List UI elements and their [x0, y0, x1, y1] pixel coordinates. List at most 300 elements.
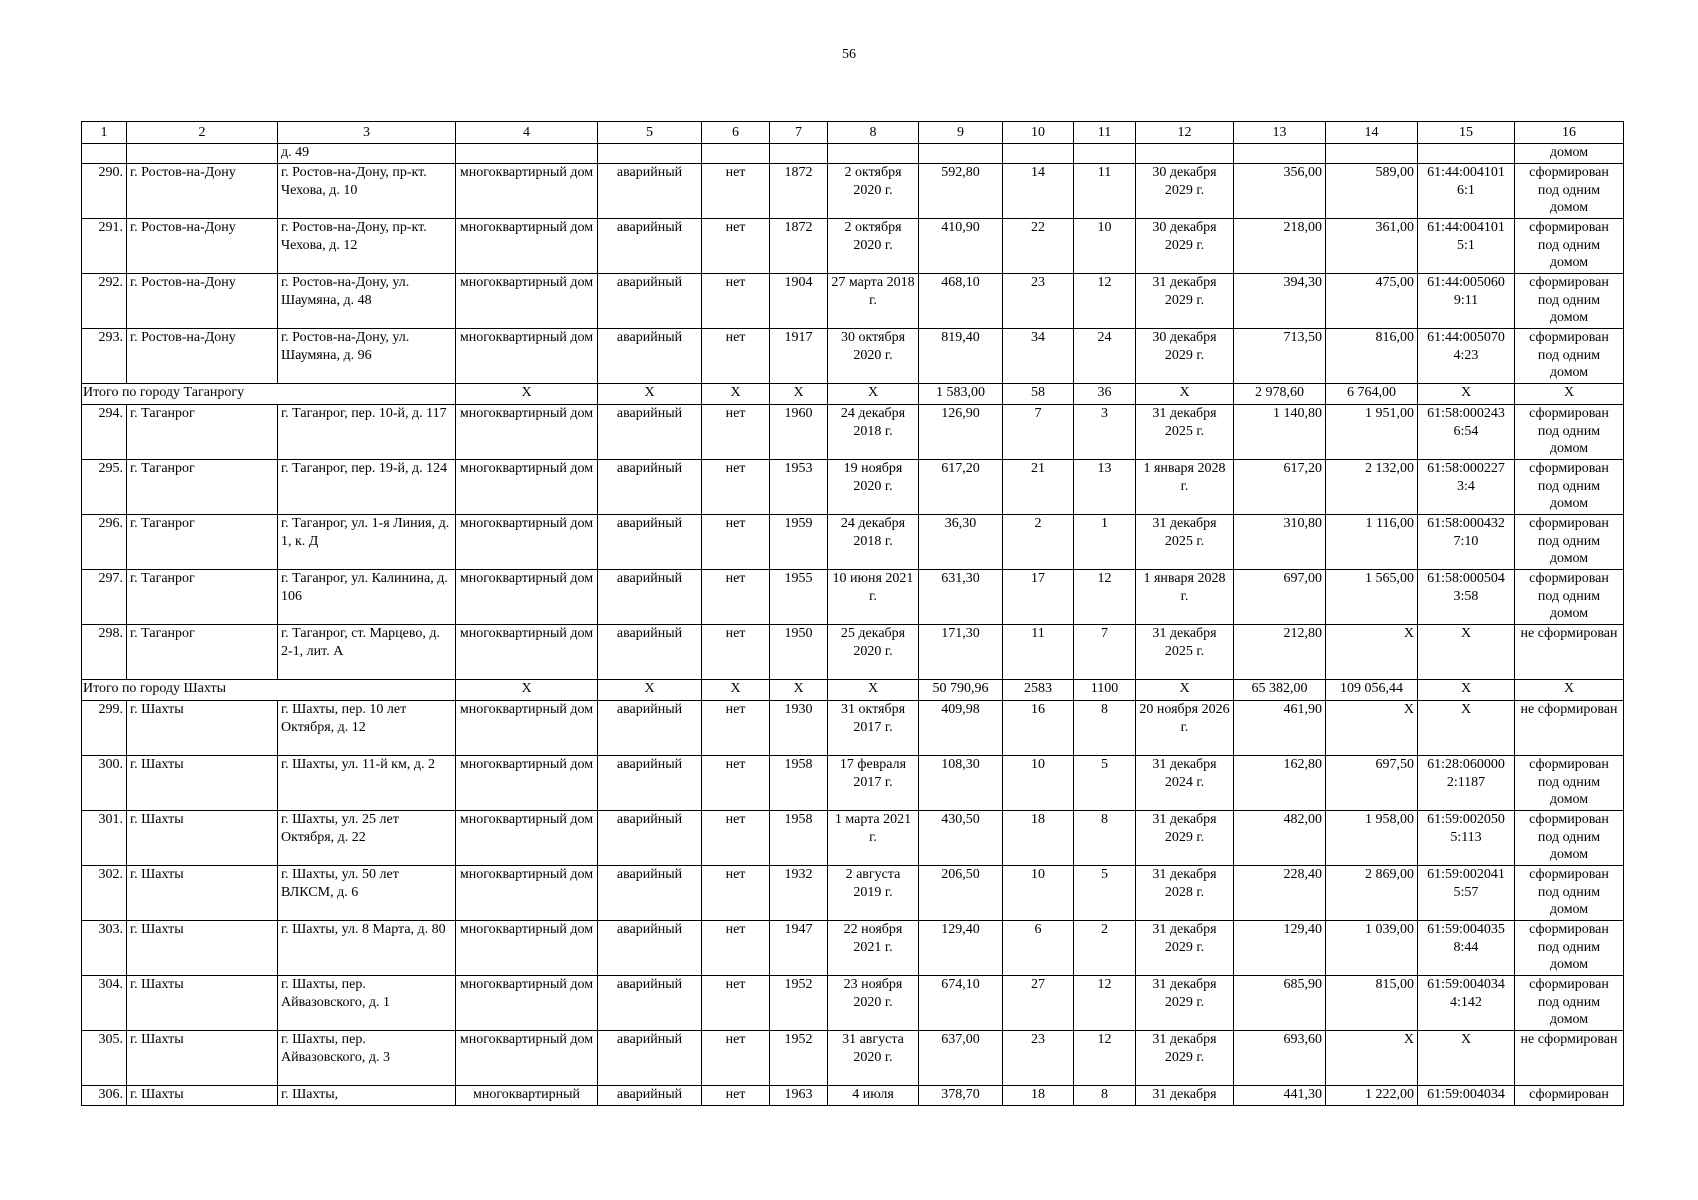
municipality-cell: г. Таганрог: [127, 515, 278, 570]
year-cell: 1952: [770, 1031, 828, 1086]
count-cell: 18: [1003, 811, 1074, 866]
area-cell: 1 958,00: [1326, 811, 1418, 866]
cadastral-cell: 61:58:000504 3:58: [1418, 570, 1515, 625]
count-cell: 2: [1003, 515, 1074, 570]
address-cell: г. Ростов-на-Дону, ул. Шаумяна, д. 48: [278, 274, 456, 329]
cadastral-cell: 61:58:000243 6:54: [1418, 405, 1515, 460]
count-cell: 2: [1074, 921, 1136, 976]
year-cell: 1953: [770, 460, 828, 515]
condition-cell: аварийный: [598, 460, 702, 515]
condition-cell: аварийный: [598, 515, 702, 570]
condition-cell: аварийный: [598, 756, 702, 811]
area-cell: 461,90: [1234, 701, 1326, 756]
municipality-cell: г. Шахты: [127, 866, 278, 921]
housing-table: [81, 121, 1624, 1106]
year-cell: 1959: [770, 515, 828, 570]
date-cell: 30 октября 2020 г.: [828, 329, 919, 384]
value-cell: нет: [702, 1086, 770, 1106]
date-cell: 31 октября 2017 г.: [828, 701, 919, 756]
area-cell: 378,70: [919, 1086, 1003, 1106]
deadline-cell: 31 декабря 2029 г.: [1136, 921, 1234, 976]
subtotal-value: Х: [828, 384, 919, 405]
value-cell: нет: [702, 866, 770, 921]
value-cell: нет: [702, 274, 770, 329]
col-header: 4: [456, 122, 598, 144]
status-cell: сформирован под одним домом: [1515, 405, 1624, 460]
row-number: 306.: [82, 1086, 127, 1106]
table-row: [82, 756, 1624, 811]
area-cell: 816,00: [1326, 329, 1418, 384]
condition-cell: аварийный: [598, 570, 702, 625]
cadastral-cell: 61:44:004101 5:1: [1418, 219, 1515, 274]
deadline-cell: 31 декабря 2028 г.: [1136, 866, 1234, 921]
area-cell: 212,80: [1234, 625, 1326, 680]
date-cell: 17 февраля 2017 г.: [828, 756, 919, 811]
row-number: 297.: [82, 570, 127, 625]
count-cell: 23: [1003, 1031, 1074, 1086]
count-cell: 17: [1003, 570, 1074, 625]
area-cell: 228,40: [1234, 866, 1326, 921]
status-cell: сформирован под одним домом: [1515, 866, 1624, 921]
cadastral-cell: Х: [1418, 701, 1515, 756]
condition-cell: аварийный: [598, 921, 702, 976]
address-cell: г. Шахты, ул. 8 Марта, д. 80: [278, 921, 456, 976]
count-cell: 21: [1003, 460, 1074, 515]
value-cell: нет: [702, 329, 770, 384]
area-cell: 1 116,00: [1326, 515, 1418, 570]
area-cell: 1 951,00: [1326, 405, 1418, 460]
year-cell: 1955: [770, 570, 828, 625]
date-cell: 22 ноября 2021 г.: [828, 921, 919, 976]
year-cell: 1904: [770, 274, 828, 329]
address-cell: г. Шахты, ул. 11-й км, д. 2: [278, 756, 456, 811]
count-cell: 8: [1074, 701, 1136, 756]
table-row: [82, 811, 1624, 866]
date-cell: 19 ноября 2020 г.: [828, 460, 919, 515]
table-row: [82, 921, 1624, 976]
deadline-cell: 30 декабря 2029 г.: [1136, 164, 1234, 219]
subtotal-value: Х: [598, 680, 702, 701]
municipality-cell: г. Шахты: [127, 976, 278, 1031]
area-cell: Х: [1326, 701, 1418, 756]
area-cell: 394,30: [1234, 274, 1326, 329]
address-cell: г. Таганрог, ул. 1-я Линия, д. 1, к. Д: [278, 515, 456, 570]
row-number: 301.: [82, 811, 127, 866]
status-cell: не сформирован: [1515, 701, 1624, 756]
address-cell: г. Шахты, пер. Айвазовского, д. 3: [278, 1031, 456, 1086]
year-cell: 1872: [770, 164, 828, 219]
area-cell: 310,80: [1234, 515, 1326, 570]
address-cell: г. Таганрог, пер. 10-й, д. 117: [278, 405, 456, 460]
count-cell: 8: [1074, 1086, 1136, 1106]
address-cell: д. 49: [278, 144, 456, 164]
row-number: 303.: [82, 921, 127, 976]
condition-cell: аварийный: [598, 164, 702, 219]
municipality-cell: г. Таганрог: [127, 460, 278, 515]
subtotal-value: Х: [1136, 680, 1234, 701]
subtotal-value: Х: [828, 680, 919, 701]
subtotal-value: 36: [1074, 384, 1136, 405]
date-cell: 23 ноября 2020 г.: [828, 976, 919, 1031]
col-header: 5: [598, 122, 702, 144]
count-cell: 11: [1003, 625, 1074, 680]
row-number: 299.: [82, 701, 127, 756]
table-row: [82, 570, 1624, 625]
count-cell: 24: [1074, 329, 1136, 384]
subtotal-value: 109 056,44: [1326, 680, 1418, 701]
status-cell: сформирован под одним домом: [1515, 570, 1624, 625]
area-cell: 697,00: [1234, 570, 1326, 625]
row-number: 293.: [82, 329, 127, 384]
col-header: 14: [1326, 122, 1418, 144]
row-number: 295.: [82, 460, 127, 515]
row-number: 305.: [82, 1031, 127, 1086]
municipality-cell: г. Ростов-на-Дону: [127, 164, 278, 219]
value-cell: нет: [702, 625, 770, 680]
table-row: [82, 274, 1624, 329]
count-cell: 12: [1074, 1031, 1136, 1086]
building-type-cell: многоквартирный дом: [456, 405, 598, 460]
value-cell: нет: [702, 460, 770, 515]
municipality-cell: г. Шахты: [127, 1031, 278, 1086]
area-cell: 129,40: [1234, 921, 1326, 976]
col-header: 2: [127, 122, 278, 144]
cadastral-cell: 61:28:060000 2:1187: [1418, 756, 1515, 811]
count-cell: 12: [1074, 976, 1136, 1031]
deadline-cell: 1 января 2028 г.: [1136, 570, 1234, 625]
table-row: [82, 515, 1624, 570]
area-cell: 410,90: [919, 219, 1003, 274]
count-cell: 12: [1074, 274, 1136, 329]
value-cell: нет: [702, 701, 770, 756]
subtotal-value: Х: [770, 680, 828, 701]
building-type-cell: многоквартирный дом: [456, 274, 598, 329]
cadastral-cell: 61:44:005060 9:11: [1418, 274, 1515, 329]
area-cell: 206,50: [919, 866, 1003, 921]
row-number: 296.: [82, 515, 127, 570]
building-type-cell: многоквартирный дом: [456, 625, 598, 680]
count-cell: 16: [1003, 701, 1074, 756]
condition-cell: аварийный: [598, 274, 702, 329]
subtotal-value: Х: [1418, 680, 1515, 701]
municipality-cell: г. Таганрог: [127, 625, 278, 680]
count-cell: 18: [1003, 1086, 1074, 1106]
status-cell: сформирован под одним домом: [1515, 329, 1624, 384]
col-header: 3: [278, 122, 456, 144]
cadastral-cell: 61:59:002050 5:113: [1418, 811, 1515, 866]
deadline-cell: 31 декабря 2029 г.: [1136, 811, 1234, 866]
building-type-cell: многоквартирный дом: [456, 460, 598, 515]
cadastral-cell: 61:59:002041 5:57: [1418, 866, 1515, 921]
building-type-cell: многоквартирный дом: [456, 921, 598, 976]
building-type-cell: многоквартирный дом: [456, 866, 598, 921]
year-cell: 1958: [770, 811, 828, 866]
area-cell: 693,60: [1234, 1031, 1326, 1086]
count-cell: 10: [1003, 866, 1074, 921]
building-type-cell: многоквартирный дом: [456, 701, 598, 756]
deadline-cell: 31 декабря: [1136, 1086, 1234, 1106]
deadline-cell: 31 декабря 2029 г.: [1136, 976, 1234, 1031]
area-cell: 171,30: [919, 625, 1003, 680]
col-header: 11: [1074, 122, 1136, 144]
subtotal-value: 2583: [1003, 680, 1074, 701]
subtotal-value: 1 583,00: [919, 384, 1003, 405]
table-row: [82, 164, 1624, 219]
address-cell: г. Шахты, пер. 10 лет Октября, д. 12: [278, 701, 456, 756]
col-header: 1: [82, 122, 127, 144]
subtotal-value: 6 764,00: [1326, 384, 1418, 405]
year-cell: 1960: [770, 405, 828, 460]
subtotal-value: 2 978,60: [1234, 384, 1326, 405]
area-cell: 815,00: [1326, 976, 1418, 1031]
subtotal-value: Х: [702, 384, 770, 405]
count-cell: 34: [1003, 329, 1074, 384]
municipality-cell: г. Шахты: [127, 811, 278, 866]
address-cell: г. Ростов-на-Дону, пр-кт. Чехова, д. 10: [278, 164, 456, 219]
page-number: 56: [842, 47, 856, 62]
count-cell: 10: [1003, 756, 1074, 811]
area-cell: 361,00: [1326, 219, 1418, 274]
area-cell: 36,30: [919, 515, 1003, 570]
area-cell: 617,20: [919, 460, 1003, 515]
count-cell: 7: [1003, 405, 1074, 460]
cadastral-cell: Х: [1418, 1031, 1515, 1086]
address-cell: г. Таганрог, ст. Марцево, д. 2-1, лит. А: [278, 625, 456, 680]
col-header: 15: [1418, 122, 1515, 144]
year-cell: 1930: [770, 701, 828, 756]
condition-cell: аварийный: [598, 1086, 702, 1106]
date-cell: 24 декабря 2018 г.: [828, 405, 919, 460]
building-type-cell: многоквартирный дом: [456, 570, 598, 625]
date-cell: 2 октября 2020 г.: [828, 219, 919, 274]
subtotal-value: Х: [456, 680, 598, 701]
row-number: 304.: [82, 976, 127, 1031]
col-header: 7: [770, 122, 828, 144]
value-cell: нет: [702, 219, 770, 274]
date-cell: 4 июля: [828, 1086, 919, 1106]
deadline-cell: 20 ноября 2026 г.: [1136, 701, 1234, 756]
deadline-cell: 30 декабря 2029 г.: [1136, 219, 1234, 274]
count-cell: 11: [1074, 164, 1136, 219]
area-cell: 126,90: [919, 405, 1003, 460]
year-cell: 1932: [770, 866, 828, 921]
deadline-cell: 31 декабря 2025 г.: [1136, 515, 1234, 570]
building-type-cell: многоквартирный дом: [456, 811, 598, 866]
municipality-cell: г. Шахты: [127, 701, 278, 756]
area-cell: 2 869,00: [1326, 866, 1418, 921]
subtotal-value: 1100: [1074, 680, 1136, 701]
status-cell: сформирован под одним домом: [1515, 274, 1624, 329]
row-number: 291.: [82, 219, 127, 274]
deadline-cell: 1 января 2028 г.: [1136, 460, 1234, 515]
col-header: 9: [919, 122, 1003, 144]
count-cell: 5: [1074, 866, 1136, 921]
cadastral-cell: Х: [1418, 625, 1515, 680]
subtotal-value: Х: [456, 384, 598, 405]
address-cell: г. Ростов-на-Дону, пр-кт. Чехова, д. 12: [278, 219, 456, 274]
address-cell: г. Шахты, ул. 25 лет Октября, д. 22: [278, 811, 456, 866]
subtotal-value: Х: [1136, 384, 1234, 405]
area-cell: 1 565,00: [1326, 570, 1418, 625]
continuation-row: [82, 144, 1624, 164]
area-cell: 674,10: [919, 976, 1003, 1031]
municipality-cell: г. Шахты: [127, 1086, 278, 1106]
area-cell: 2 132,00: [1326, 460, 1418, 515]
area-cell: 162,80: [1234, 756, 1326, 811]
subtotal-value: Х: [1515, 384, 1624, 405]
area-cell: 468,10: [919, 274, 1003, 329]
column-number-header: [82, 122, 1624, 144]
table-row: [82, 625, 1624, 680]
area-cell: 617,20: [1234, 460, 1326, 515]
condition-cell: аварийный: [598, 701, 702, 756]
building-type-cell: многоквартирный: [456, 1086, 598, 1106]
area-cell: 356,00: [1234, 164, 1326, 219]
address-cell: г. Шахты, ул. 50 лет ВЛКСМ, д. 6: [278, 866, 456, 921]
subtotal-value: Х: [702, 680, 770, 701]
municipality-cell: г. Ростов-на-Дону: [127, 329, 278, 384]
date-cell: 24 декабря 2018 г.: [828, 515, 919, 570]
building-type-cell: многоквартирный дом: [456, 756, 598, 811]
table-row: [82, 1031, 1624, 1086]
area-cell: 592,80: [919, 164, 1003, 219]
col-header: 6: [702, 122, 770, 144]
value-cell: нет: [702, 976, 770, 1031]
area-cell: 1 140,80: [1234, 405, 1326, 460]
row-number: 292.: [82, 274, 127, 329]
count-cell: 8: [1074, 811, 1136, 866]
municipality-cell: г. Таганрог: [127, 405, 278, 460]
col-header: 13: [1234, 122, 1326, 144]
subtotal-label: Итого по городу Шахты: [82, 680, 456, 701]
municipality-cell: г. Таганрог: [127, 570, 278, 625]
table-row: [82, 460, 1624, 515]
count-cell: 23: [1003, 274, 1074, 329]
date-cell: 2 октября 2020 г.: [828, 164, 919, 219]
area-cell: 1 222,00: [1326, 1086, 1418, 1106]
count-cell: 27: [1003, 976, 1074, 1031]
value-cell: нет: [702, 570, 770, 625]
status-cell: не сформирован: [1515, 625, 1624, 680]
area-cell: 218,00: [1234, 219, 1326, 274]
date-cell: 1 марта 2021 г.: [828, 811, 919, 866]
subtotal-value: Х: [770, 384, 828, 405]
building-type-cell: многоквартирный дом: [456, 1031, 598, 1086]
cadastral-cell: 61:58:000227 3:4: [1418, 460, 1515, 515]
municipality-cell: г. Ростов-на-Дону: [127, 274, 278, 329]
condition-cell: аварийный: [598, 811, 702, 866]
area-cell: 697,50: [1326, 756, 1418, 811]
table-row: [82, 219, 1624, 274]
count-cell: 22: [1003, 219, 1074, 274]
status-cell: сформирован под одним домом: [1515, 811, 1624, 866]
date-cell: 2 августа 2019 г.: [828, 866, 919, 921]
status-cell: не сформирован: [1515, 1031, 1624, 1086]
address-cell: г. Таганрог, пер. 19-й, д. 124: [278, 460, 456, 515]
cadastral-cell: 61:58:000432 7:10: [1418, 515, 1515, 570]
count-cell: 12: [1074, 570, 1136, 625]
area-cell: 713,50: [1234, 329, 1326, 384]
area-cell: 685,90: [1234, 976, 1326, 1031]
cadastral-cell: 61:59:004034 4:142: [1418, 976, 1515, 1031]
condition-cell: аварийный: [598, 866, 702, 921]
area-cell: 631,30: [919, 570, 1003, 625]
status-cell: сформирован под одним домом: [1515, 515, 1624, 570]
count-cell: 6: [1003, 921, 1074, 976]
value-cell: нет: [702, 1031, 770, 1086]
year-cell: 1963: [770, 1086, 828, 1106]
subtotal-value: 65 382,00: [1234, 680, 1326, 701]
col-header: 12: [1136, 122, 1234, 144]
condition-cell: аварийный: [598, 625, 702, 680]
date-cell: 10 июня 2021 г.: [828, 570, 919, 625]
condition-cell: аварийный: [598, 1031, 702, 1086]
value-cell: нет: [702, 405, 770, 460]
subtotal-value: Х: [1418, 384, 1515, 405]
area-cell: 637,00: [919, 1031, 1003, 1086]
table-row: [82, 976, 1624, 1031]
table-row: [82, 405, 1624, 460]
year-cell: 1917: [770, 329, 828, 384]
area-cell: 482,00: [1234, 811, 1326, 866]
cadastral-cell: 61:59:004035 8:44: [1418, 921, 1515, 976]
count-cell: 14: [1003, 164, 1074, 219]
year-cell: 1952: [770, 976, 828, 1031]
municipality-cell: г. Ростов-на-Дону: [127, 219, 278, 274]
value-cell: нет: [702, 164, 770, 219]
status-cell: сформирован под одним домом: [1515, 164, 1624, 219]
condition-cell: аварийный: [598, 405, 702, 460]
deadline-cell: 31 декабря 2025 г.: [1136, 625, 1234, 680]
subtotal-value: Х: [598, 384, 702, 405]
deadline-cell: 31 декабря 2025 г.: [1136, 405, 1234, 460]
area-cell: 475,00: [1326, 274, 1418, 329]
area-cell: 441,30: [1234, 1086, 1326, 1106]
area-cell: 108,30: [919, 756, 1003, 811]
cadastral-cell: 61:44:004101 6:1: [1418, 164, 1515, 219]
table-row: [82, 866, 1624, 921]
row-number: 294.: [82, 405, 127, 460]
address-cell: г. Шахты, пер. Айвазовского, д. 1: [278, 976, 456, 1031]
col-header: 8: [828, 122, 919, 144]
count-cell: 13: [1074, 460, 1136, 515]
subtotal-label: Итого по городу Таганрогу: [82, 384, 456, 405]
address-cell: г. Ростов-на-Дону, ул. Шаумяна, д. 96: [278, 329, 456, 384]
row-number: 302.: [82, 866, 127, 921]
subtotal-row: [82, 384, 1624, 405]
deadline-cell: 31 декабря 2024 г.: [1136, 756, 1234, 811]
col-header: 16: [1515, 122, 1624, 144]
area-cell: 409,98: [919, 701, 1003, 756]
subtotal-value: 50 790,96: [919, 680, 1003, 701]
value-cell: нет: [702, 811, 770, 866]
date-cell: 31 августа 2020 г.: [828, 1031, 919, 1086]
subtotal-row: [82, 680, 1624, 701]
date-cell: 27 марта 2018 г.: [828, 274, 919, 329]
area-cell: 819,40: [919, 329, 1003, 384]
row-number: 298.: [82, 625, 127, 680]
address-cell: г. Таганрог, ул. Калинина, д. 106: [278, 570, 456, 625]
count-cell: 1: [1074, 515, 1136, 570]
count-cell: 7: [1074, 625, 1136, 680]
building-type-cell: многоквартирный дом: [456, 976, 598, 1031]
condition-cell: аварийный: [598, 329, 702, 384]
address-cell: г. Шахты,: [278, 1086, 456, 1106]
count-cell: 3: [1074, 405, 1136, 460]
deadline-cell: 31 декабря 2029 г.: [1136, 1031, 1234, 1086]
area-cell: 430,50: [919, 811, 1003, 866]
municipality-cell: г. Шахты: [127, 921, 278, 976]
